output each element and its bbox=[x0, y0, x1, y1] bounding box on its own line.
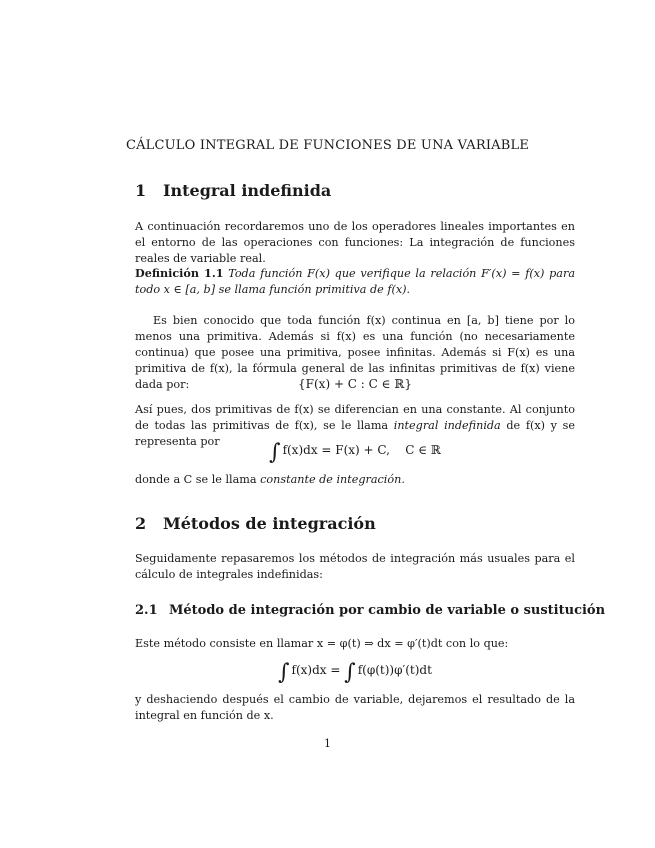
substitution-right: f(φ(t))φ′(t)dt bbox=[357, 663, 432, 677]
section-1-heading bbox=[135, 181, 331, 200]
para3-text: donde a C se le llama bbox=[135, 473, 261, 486]
page-number: 1 bbox=[324, 737, 331, 750]
section-1-title: Integral indefinida bbox=[163, 181, 332, 200]
subsection-2-1-paragraph-1: Este método consiste en llamar x = φ(t) ⇒ dx = φ′(t)dt con lo que: bbox=[135, 637, 509, 650]
section-2-title: Métodos de integración bbox=[163, 514, 376, 533]
section-2-number: 2 bbox=[135, 514, 147, 533]
integral-sign-right: ∫ bbox=[344, 660, 356, 685]
definition-label: Definición 1.1 bbox=[135, 266, 224, 280]
substitution-left: f(x)dx = bbox=[291, 663, 341, 677]
section-1-number: 1 bbox=[135, 181, 147, 200]
integral-sign: ∫ bbox=[269, 440, 281, 465]
para3-emphasis: constante de integración. bbox=[260, 473, 405, 486]
subsection-2-1-title: Método de integración por cambio de variable o sustitución bbox=[169, 603, 606, 618]
section-1-paragraph-3 bbox=[135, 472, 575, 488]
para2-emphasis: integral indefinida bbox=[393, 419, 501, 432]
subsection-2-1-number: 2.1 bbox=[135, 603, 158, 618]
subsection-2-1-paragraph-2: y deshaciendo después el cambio de variable, dejaremos el resultado de la integral en función de x. bbox=[135, 693, 575, 722]
section-2-intro: Seguidamente repasaremos los métodos de integración más usuales para el cálculo de integrales indefinidas: bbox=[135, 552, 575, 581]
equation-set-of-primitives: {F(x) + C : C ∈ ℝ} bbox=[298, 377, 412, 391]
section-1-intro: A continuación recordaremos uno de los operadores lineales importantes en el entorno de las operaciones con funciones: La integración de funciones reales de variable real. bbox=[135, 220, 575, 265]
section-2-heading bbox=[135, 514, 376, 533]
definition-1-1 bbox=[135, 265, 575, 298]
equation-indefinite-integral bbox=[135, 440, 575, 465]
definition-text: Toda función F(x) que verifique la relación F′(x) = f(x) para todo x ∈ [a, b] se llama función primitiva de f(x). bbox=[135, 267, 575, 296]
integral-expression: f(x)dx = F(x) + C, C ∈ ℝ bbox=[282, 443, 441, 457]
para2-text-a: Así pues, dos primitivas de f(x) se diferencian en una constante. Al conjunto de todas las primitivas de f(x), se le llama bbox=[135, 403, 575, 432]
para2-text-b: de f(x) y se representa por bbox=[135, 419, 576, 448]
subsection-2-1-heading bbox=[135, 603, 605, 618]
integral-sign-left: ∫ bbox=[278, 660, 290, 685]
document-title: CÁLCULO INTEGRAL DE FUNCIONES DE UNA VARIABLE bbox=[125, 138, 530, 153]
equation-substitution bbox=[135, 660, 575, 685]
section-1-paragraph-1: Es bien conocido que toda función f(x) continua en [a, b] tiene por lo menos una primitiva. Además si f(x) es una función (no necesariamente continua) que posee una primitiva, posee infinitas. Además si F(x) es una primitiva de f(x), la fórmula general de las infinitas primitivas de f(x) viene dada por: bbox=[135, 314, 575, 391]
